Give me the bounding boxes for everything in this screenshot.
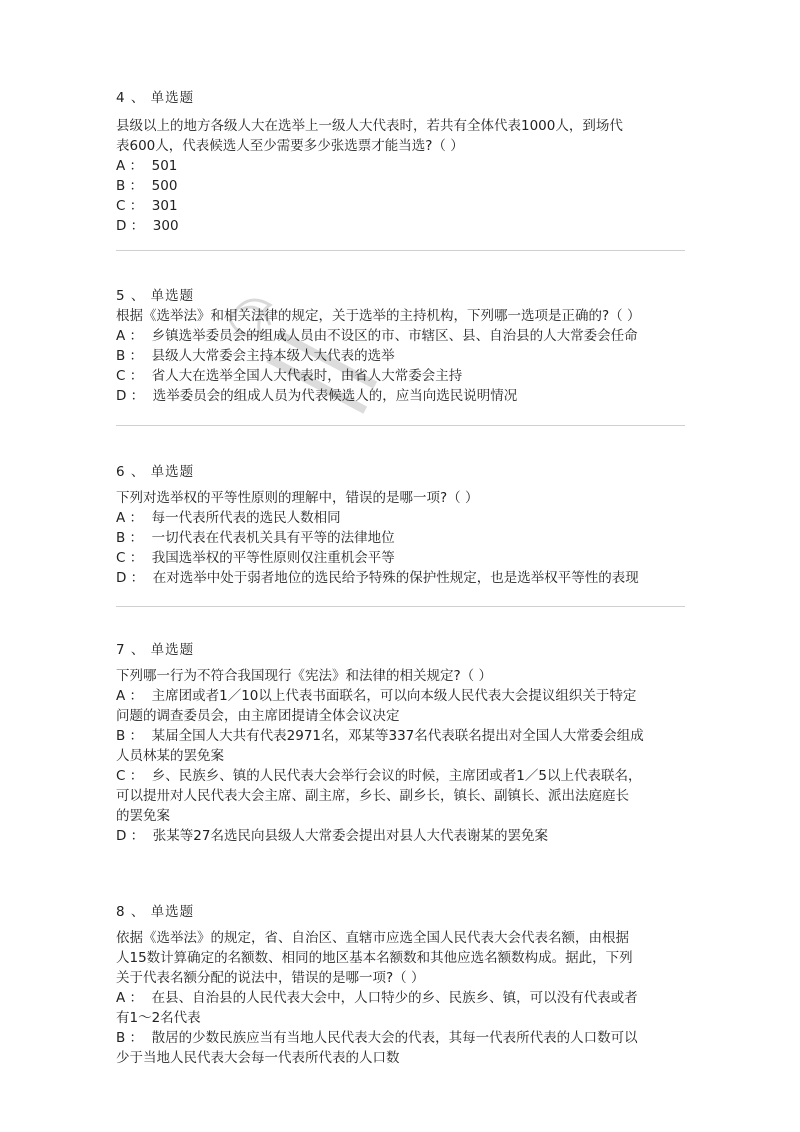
option-c: C ： 省人大在选举全国人大代表时，由省人大常委会主持 (116, 368, 463, 384)
option-b: B ： 某届全国人大共有代表2971名，邓某等337名代表联名提出对全国人大常委会组成 (116, 728, 644, 744)
question-stem: 人15数计算确定的名额数、相同的地区基本名额数和其他应选名额数构成。据此，下列 (116, 950, 633, 966)
option-b: B ： 县级人大常委会主持本级人大代表的选举 (116, 348, 395, 364)
option-a-cont: 有1～2名代表 (116, 1010, 201, 1026)
question-5 (116, 286, 686, 406)
question-stem: 下列对选举权的平等性原则的理解中，错误的是哪一项?（ ） (116, 490, 479, 506)
option-c: C ： 301 (116, 198, 178, 214)
divider (116, 425, 685, 426)
option-b-cont: 少于当地人民代表大会每一代表所代表的人口数 (116, 1050, 400, 1066)
question-header: 5 、 单选题 (116, 288, 195, 304)
option-a: A ： 每一代表所代表的选民人数相同 (116, 510, 341, 526)
option-d: D ： 张某等27名选民向县级人大常委会提出对县人大代表谢某的罢免案 (116, 828, 548, 844)
question-4 (116, 88, 686, 236)
question-header: 4 、 单选题 (116, 90, 195, 106)
option-c-cont: 的罢免案 (116, 808, 170, 824)
option-d: D ： 选举委员会的组成人员为代表候选人的，应当向选民说明情况 (116, 388, 518, 404)
question-stem: 根据《选举法》和相关法律的规定，关于选举的主持机构，下列哪一选项是正确的?（ ） (116, 308, 641, 324)
question-stem: 下列哪一行为不符合我国现行《宪法》和法律的相关规定?（ ） (116, 668, 492, 684)
question-stem: 依据《选举法》的规定，省、自治区、直辖市应选全国人民代表大会代表名额，由根据 (116, 930, 629, 946)
option-a: A ： 501 (116, 158, 178, 174)
option-a: A ： 在县、自治县的人民代表大会中，人口特少的乡、民族乡、镇，可以没有代表或者 (116, 990, 638, 1006)
question-stem: 表600人，代表候选人至少需要多少张选票才能当选?（ ） (116, 138, 464, 154)
option-b: B ： 散居的少数民族应当有当地人民代表大会的代表，其每一代表所代表的人口数可以 (116, 1030, 638, 1046)
option-d: D ： 300 (116, 218, 179, 234)
option-c: C ： 乡、民族乡、镇的人民代表大会举行会议的时候，主席团或者1／5以上代表联名， (116, 768, 642, 784)
question-stem: 县级以上的地方各级人大在选举上一级人大代表时，若共有全体代表1000人，到场代 (116, 118, 623, 134)
option-b: B ： 一切代表在代表机关具有平等的法律地位 (116, 530, 395, 546)
option-c: C ： 我国选举权的平等性原则仅注重机会平等 (116, 550, 395, 566)
question-6 (116, 462, 686, 588)
divider (116, 606, 685, 607)
question-7 (116, 640, 686, 846)
question-stem: 关于代表名额分配的说法中，错误的是哪一项?（ ） (116, 970, 425, 986)
divider (116, 250, 685, 251)
option-b: B ： 500 (116, 178, 178, 194)
option-b-cont: 人员林某的罢免案 (116, 748, 224, 764)
question-header: 7 、 单选题 (116, 642, 195, 658)
question-header: 6 、 单选题 (116, 464, 195, 480)
option-d: D ： 在对选举中处于弱者地位的选民给予特殊的保护性规定，也是选举权平等性的表现 (116, 570, 639, 586)
question-header: 8 、 单选题 (116, 904, 195, 920)
question-8 (116, 902, 686, 1068)
option-a-cont: 问题的调查委员会，由主席团提请全体会议决定 (116, 708, 400, 724)
option-a: A ： 乡镇选举委员会的组成人员由不设区的市、市辖区、县、自治县的人大常委会任命 (116, 328, 638, 344)
option-c-cont: 可以提卅对人民代表大会主席、副主席，乡长、副乡长，镇长、副镇长、派出法庭庭长 (116, 788, 629, 804)
option-a: A ： 主席团或者1／10以上代表书面联名，可以向本级人民代表大会提议组织关于特定 (116, 688, 637, 704)
